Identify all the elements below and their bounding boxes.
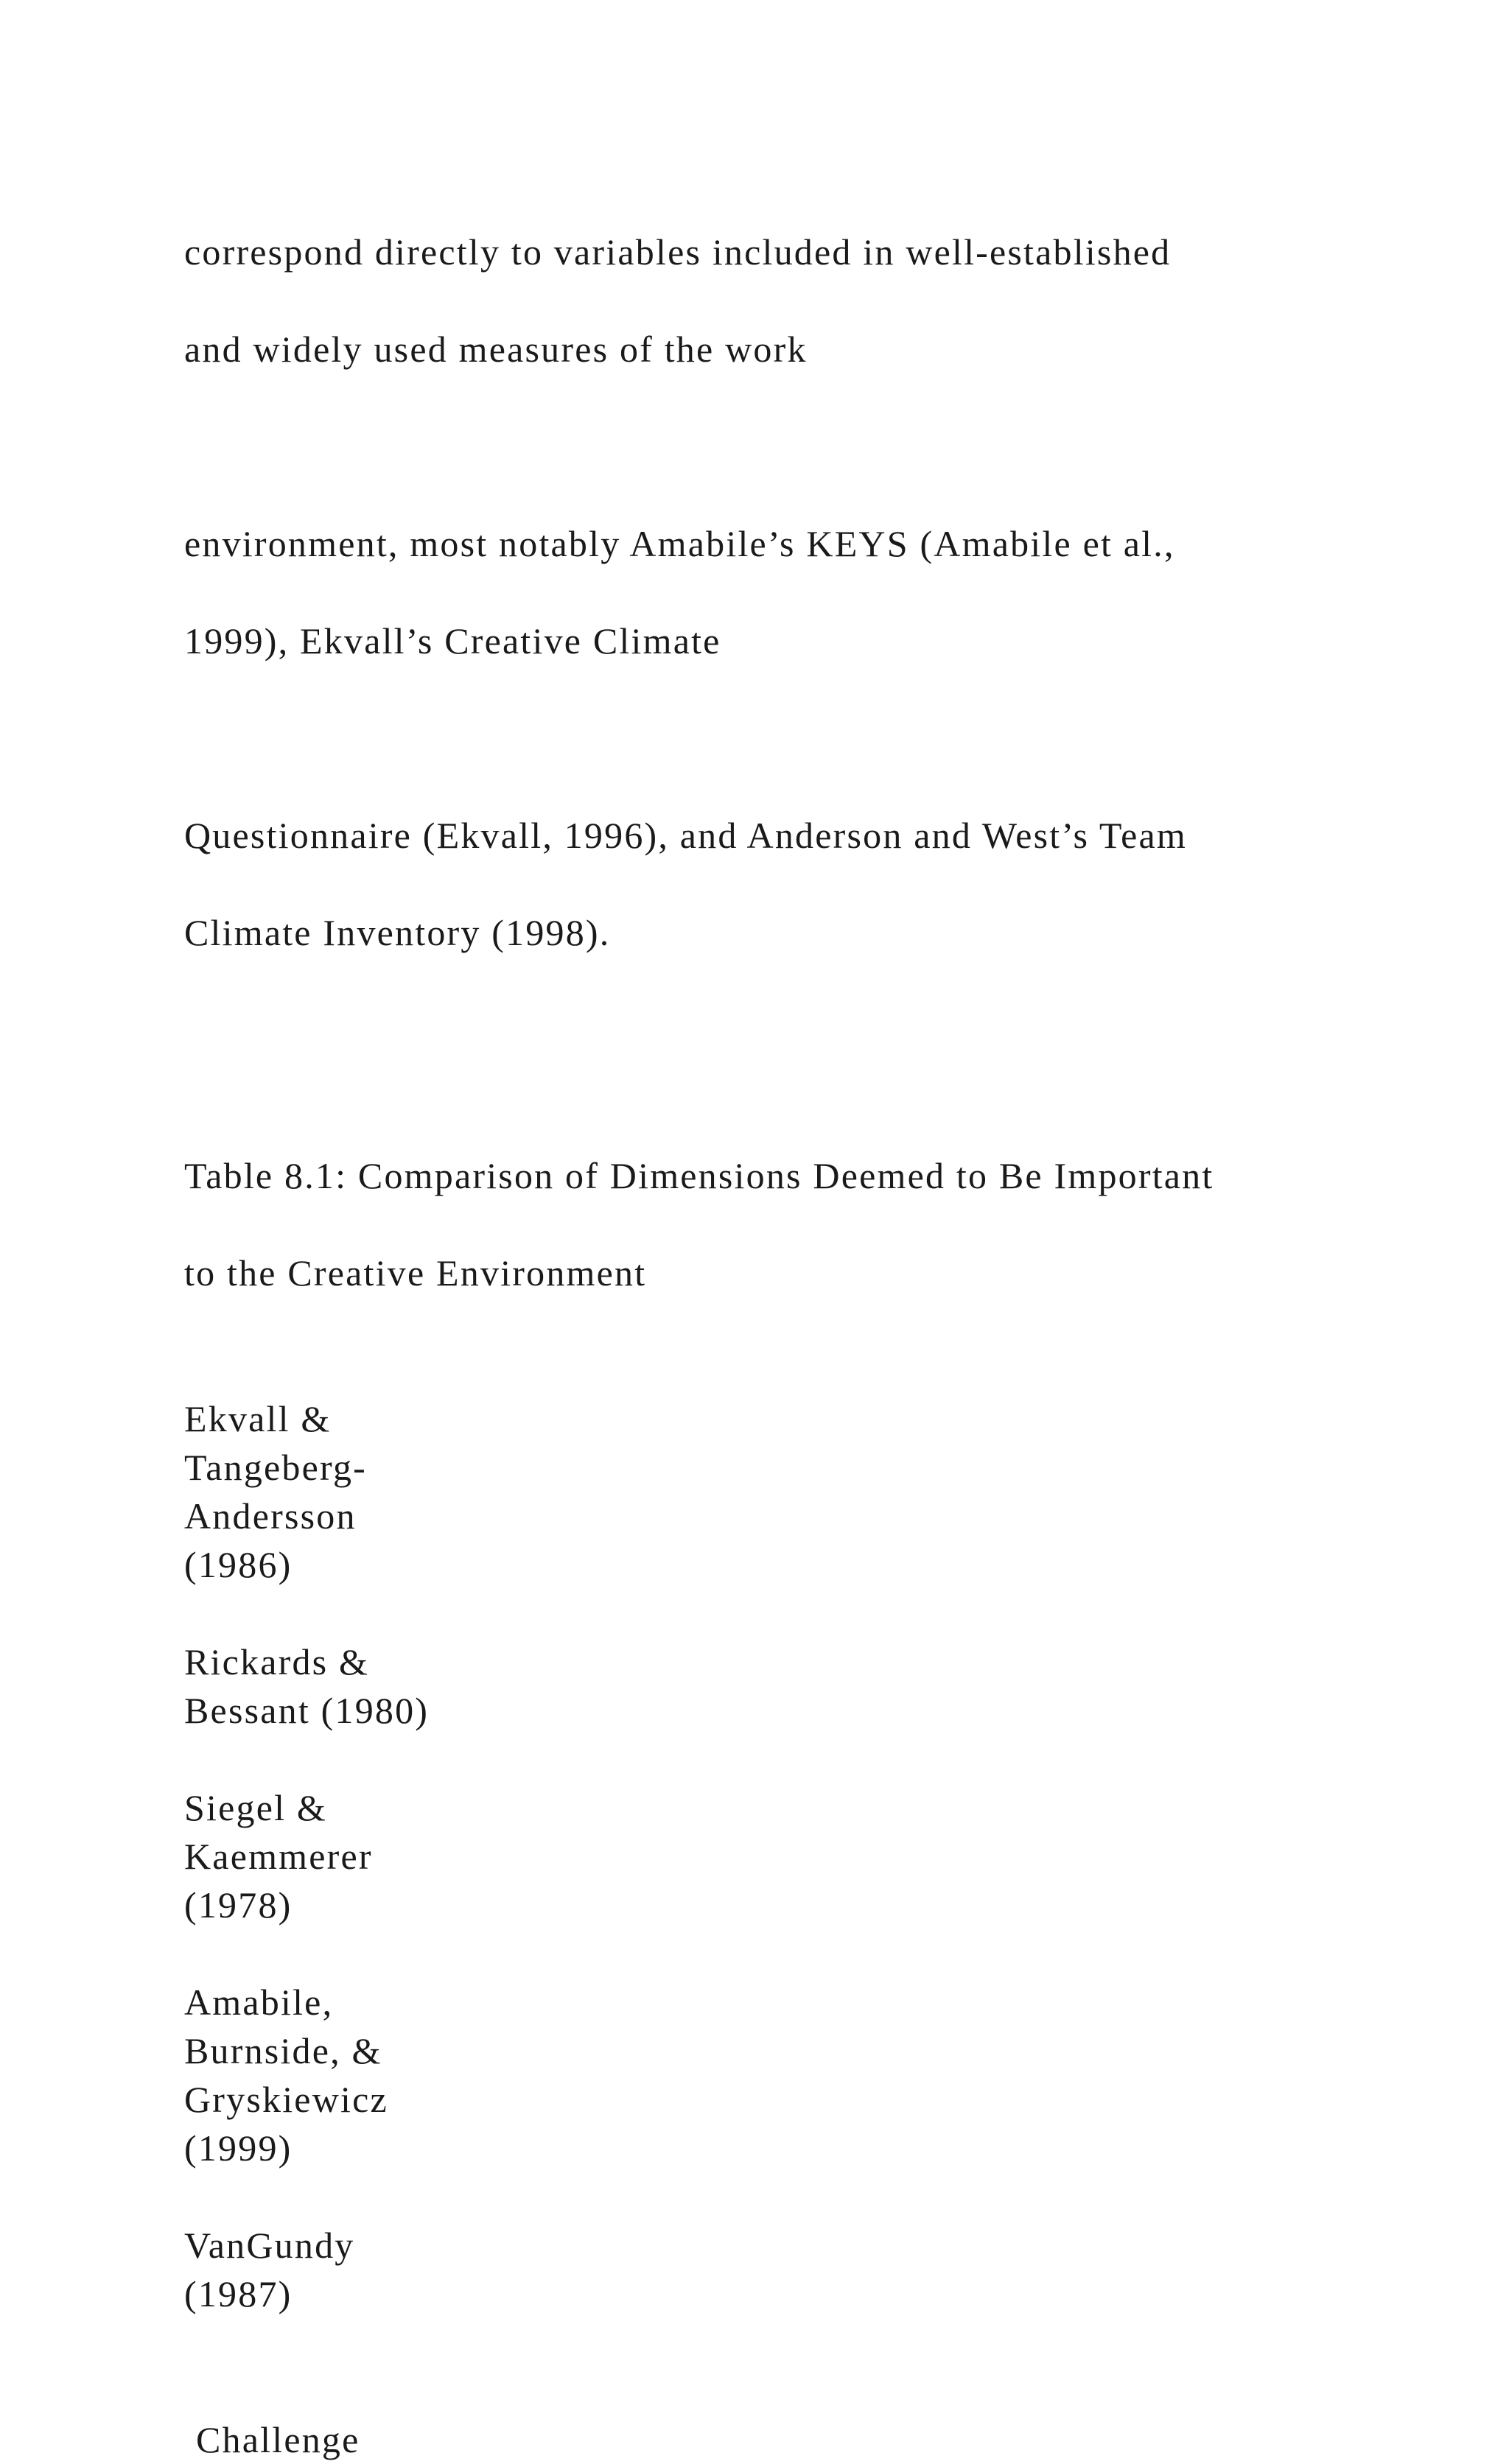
header-line: VanGundy bbox=[184, 2225, 355, 2266]
header-line: Kaemmerer bbox=[184, 1836, 373, 1877]
header-line: (1986) bbox=[184, 1544, 293, 1585]
header-line: Bessant (1980) bbox=[184, 1690, 430, 1731]
header-line: Burnside, & bbox=[184, 2030, 382, 2071]
header-line: Amabile, bbox=[184, 1982, 334, 2023]
document-page bbox=[184, 179, 1393, 2464]
table-caption bbox=[184, 1103, 1393, 1346]
text-line: and widely used measures of the work bbox=[184, 329, 808, 370]
text-line: 1999), Ekvall’s Creative Climate bbox=[184, 620, 721, 661]
table-header-rickards bbox=[184, 1638, 1393, 1735]
text-line: Questionnaire (Ekvall, 1996), and Anderson and West’s Team bbox=[184, 815, 1188, 856]
header-line: (1987) bbox=[184, 2273, 293, 2314]
header-line: (1999) bbox=[184, 2127, 293, 2169]
table-row-label-challenge: Challenge bbox=[196, 2419, 360, 2460]
table-header-siegel bbox=[184, 1783, 1393, 1929]
table-header-vangundy bbox=[184, 2221, 1393, 2318]
table-header-ekvall bbox=[184, 1394, 1393, 1589]
header-line: Ekvall & bbox=[184, 1398, 332, 1439]
header-line: (1978) bbox=[184, 1884, 293, 1926]
paragraph-1 bbox=[184, 179, 1393, 422]
text-line: Climate Inventory (1998). bbox=[184, 912, 611, 953]
header-line: Tangeberg- bbox=[184, 1447, 368, 1488]
header-line: Andersson bbox=[184, 1495, 357, 1537]
paragraph-2 bbox=[184, 471, 1393, 714]
text-line: environment, most notably Amabile’s KEYS (Amabile et al., bbox=[184, 523, 1175, 564]
caption-line: Table 8.1: Comparison of Dimensions Deemed to Be Important bbox=[184, 1155, 1214, 1196]
text-line: correspond directly to variables included in well-established bbox=[184, 231, 1172, 273]
paragraph-3 bbox=[184, 762, 1393, 1005]
caption-line: to the Creative Environment bbox=[184, 1252, 647, 1294]
header-line: Rickards & bbox=[184, 1641, 370, 1682]
header-line: Gryskiewicz bbox=[184, 2079, 388, 2120]
table-header-amabile bbox=[184, 1978, 1393, 2172]
header-line: Siegel & bbox=[184, 1787, 327, 1828]
